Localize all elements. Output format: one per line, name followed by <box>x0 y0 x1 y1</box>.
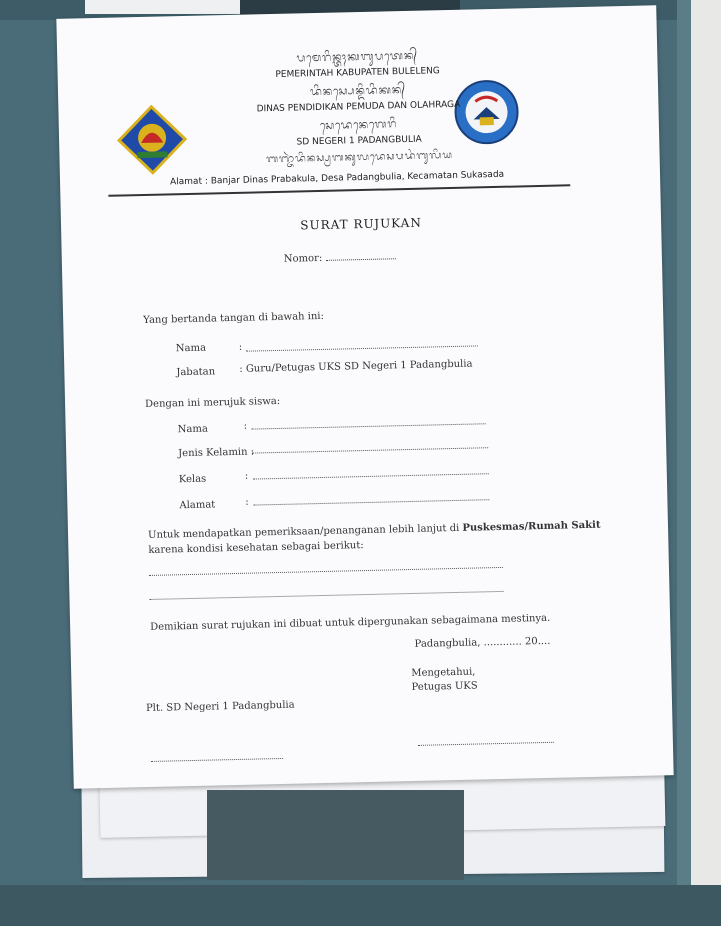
folder-right-edge <box>677 0 691 926</box>
letter-number <box>284 249 396 265</box>
balinese-script-line-4: ᬩᬜ᭄ᬚᬃᬤᬶᬦᬲ᭄ᬧ᭄ᬭᬩᬓᬸᬮᬤᬾᬲᬧᬤᬂᬩᬸᬮᬶᬬ <box>266 149 454 166</box>
student-address-separator: : <box>245 496 249 508</box>
folder-tab <box>207 790 464 880</box>
signer-name-separator: : <box>238 341 243 353</box>
signer-name-field <box>246 345 478 351</box>
uks-officer-signature-line <box>418 742 554 746</box>
student-class-label: Kelas <box>178 473 207 486</box>
condition-field-line-1 <box>149 567 503 576</box>
signer-name-label: Nama <box>175 342 207 355</box>
principal-signature-line <box>151 758 283 762</box>
letter-number-label: Nomor: <box>283 252 323 265</box>
student-class-separator: : <box>244 470 249 482</box>
referral-purpose <box>148 520 601 541</box>
refer-intro: Dengan ini merujuk siswa: <box>144 395 281 410</box>
letter-number-field <box>325 249 395 261</box>
balinese-script-line-3: ᬲᬾᬤᬾᬦᬾᬕᬾᬭᬶ <box>319 117 398 132</box>
student-gender-field <box>252 447 488 453</box>
principal-title: Plt. SD Negeri 1 Padangbulia <box>145 699 295 715</box>
folder-bottom <box>0 885 721 926</box>
referral-letter-page <box>56 5 673 788</box>
student-name-label: Nama <box>177 423 208 436</box>
student-name-field <box>252 423 486 429</box>
student-gender-label: Jenis Kelamin : <box>178 446 255 460</box>
acknowledged-label: Mengetahui, <box>411 666 476 680</box>
condition-intro: karena kondisi kesehatan sebagai berikut: <box>148 540 364 556</box>
signer-position-label: Jabatan <box>176 366 216 379</box>
department-name: DINAS PENDIDIKAN PEMUDA DAN OLAHRAGA <box>256 99 461 115</box>
student-class-field <box>253 473 489 479</box>
government-name: PEMERINTAH KABUPATEN BULELENG <box>275 66 440 80</box>
closing-statement: Demikian surat rujukan ini dibuat untuk dipergunakan sebagaimana mestinya. <box>150 612 551 633</box>
referral-purpose-text: Untuk mendapatkan pemeriksaan/penanganan lebih lanjut di <box>147 522 463 541</box>
student-address-field <box>253 499 489 505</box>
condition-field-line-2 <box>150 591 504 600</box>
referral-destination: Puskesmas/Rumah Sakit <box>462 519 601 534</box>
letterhead <box>56 5 660 199</box>
student-address-label: Alamat <box>179 499 216 512</box>
place-and-date: Padangbulia, ............ 20.... <box>414 635 551 650</box>
balinese-script-line-2: ᬤᬶᬦᬲ᭄ᬧᬾᬦ᭄ᬤᬶᬤᬶᬓᬦ᭄ <box>309 82 407 99</box>
signer-intro: Yang bertanda tangan di bawah ini: <box>143 310 325 327</box>
signer-position-value: : Guru/Petugas UKS SD Negeri 1 Padangbulia <box>239 358 473 375</box>
background-sheet <box>85 0 245 14</box>
student-name-separator: : <box>243 420 248 432</box>
school-name: SD NEGERI 1 PADANGBULIA <box>296 134 422 148</box>
background-wall <box>691 0 721 926</box>
balinese-script-line-1: ᬧᬫᬾᬭᬶᬦ᭄ᬢᬄᬓᬩᬸᬧᬢᬾᬦ᭄ <box>296 48 419 65</box>
school-address: Alamat : Banjar Dinas Prabakula, Desa Padangbulia, Kecamatan Sukasada <box>169 169 505 188</box>
uks-officer-title: Petugas UKS <box>411 680 478 694</box>
letter-title: SURAT RUJUKAN <box>300 215 423 233</box>
